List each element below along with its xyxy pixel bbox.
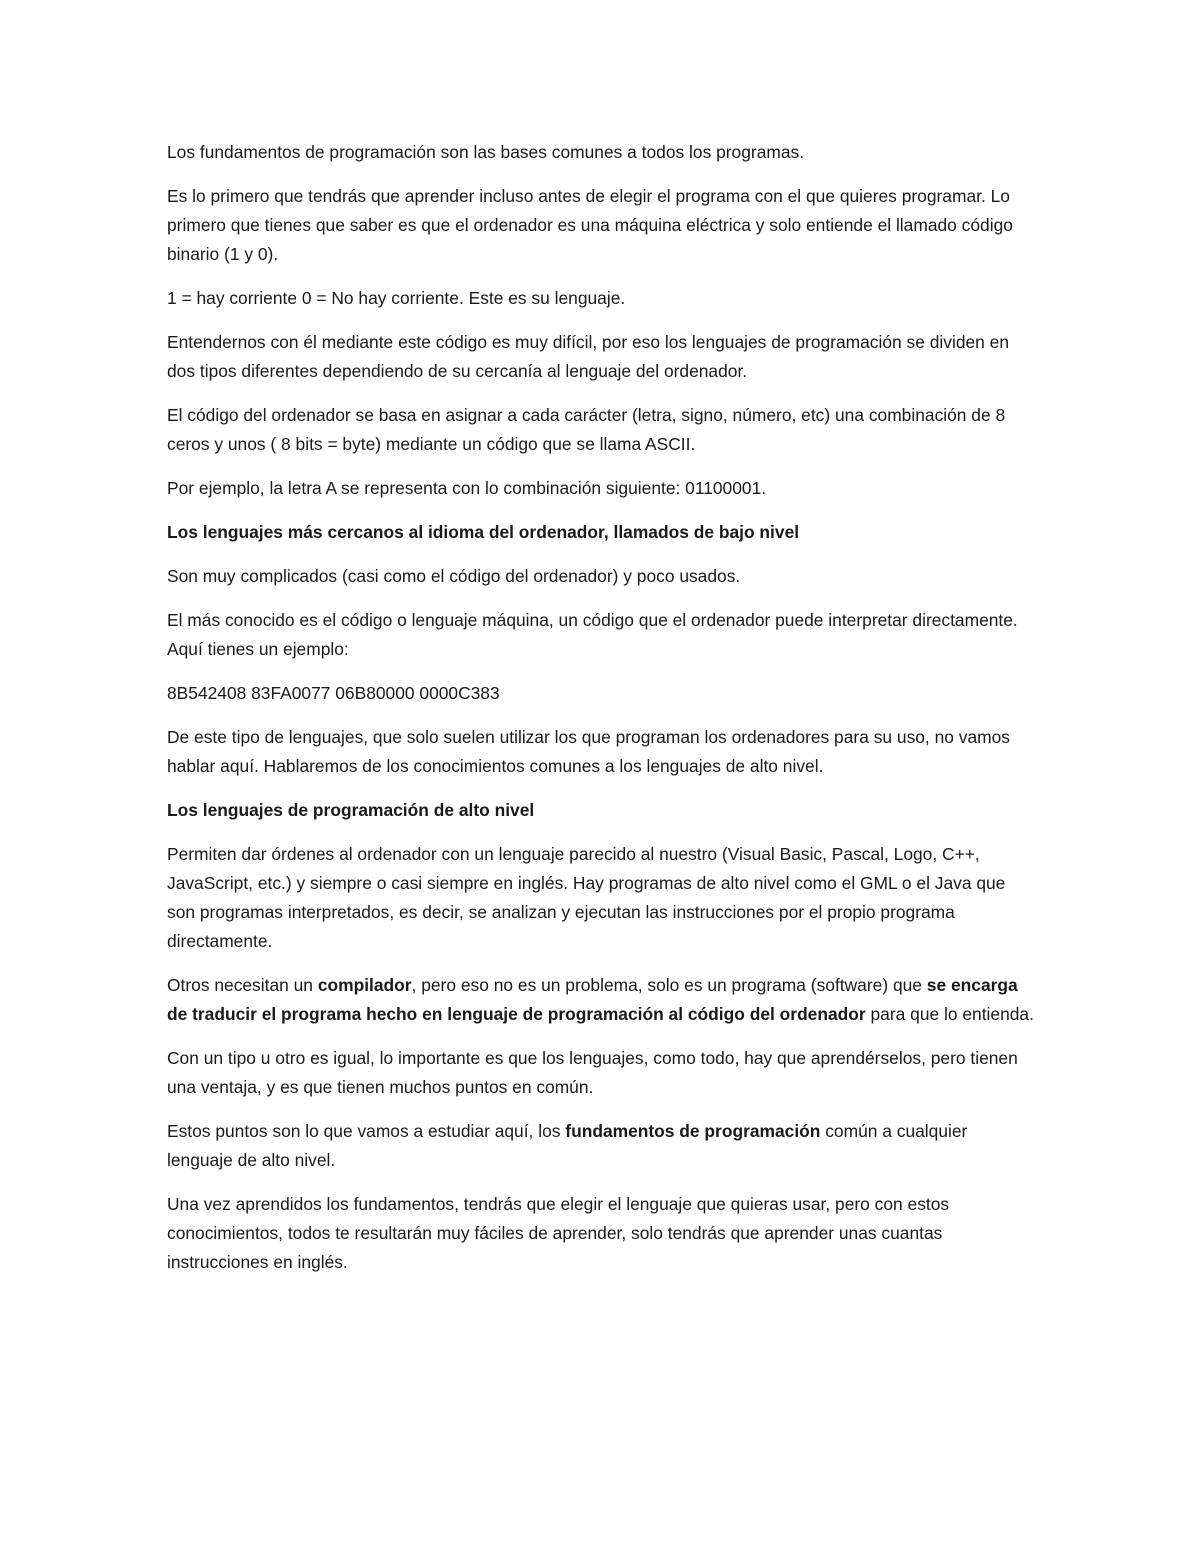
paragraph-machine-code: El más conocido es el código o lenguaje máquina, un código que el ordenador puede interpretar directamente. Aquí tienes un ejemplo: [167, 610, 1018, 659]
heading-high-level: Los lenguajes de programación de alto nivel [167, 800, 535, 820]
paragraph-complicated: Son muy complicados (casi como el código del ordenador) y poco usados. [167, 566, 741, 586]
fundamentals-bold-term: fundamentos de programación [565, 1121, 821, 1141]
paragraph-conclusion: Una vez aprendidos los fundamentos, tendrás que elegir el lenguaje que quieras usar, pero con estos conocimientos, todos te resultarán muy fáciles de aprender, solo tendrás que aprender unas cuantas instrucciones en inglés. [167, 1194, 950, 1272]
paragraph-binary: Es lo primero que tendrás que aprender incluso antes de elegir el programa con el que quieres programar. Lo primero que tienes que saber es que el ordenador es una máquina eléctrica y solo entiende el llamado código binario (1 y 0). [167, 186, 1013, 264]
fundamentals-text-a: Estos puntos son lo que vamos a estudiar aquí, los [167, 1121, 566, 1141]
compiler-text-c: , pero eso no es un problema, solo es un programa (software) que [411, 975, 927, 995]
compiler-bold-description: se encarga de traducir el programa hecho en lenguaje de programación al código del ordenador [167, 975, 1018, 1024]
compiler-text-e: para que lo entienda. [865, 1004, 1034, 1024]
document-body [167, 138, 1037, 1292]
paragraph-intro: Los fundamentos de programación son las bases comunes a todos los programas. [167, 142, 805, 162]
paragraph-common-points: Con un tipo u otro es igual, lo importante es que los lenguajes, como todo, hay que aprendérselos, pero tienen una ventaja, y es que tienen muchos puntos en común. [167, 1048, 1018, 1097]
paragraph-compiler [167, 971, 1037, 1029]
paragraph-ascii: El código del ordenador se basa en asignar a cada carácter (letra, signo, número, etc) una combinación de 8 ceros y unos ( 8 bits = byte) mediante un código que se llama ASCII. [167, 405, 1006, 454]
paragraph-language-types: Entendernos con él mediante este código es muy difícil, por eso los lenguajes de programación se dividen en dos tipos diferentes dependiendo de su cercanía al lenguaje del ordenador. [167, 332, 1010, 381]
compiler-bold-term: compilador [317, 975, 412, 995]
heading-low-level: Los lenguajes más cercanos al idioma del ordenador, llamados de bajo nivel [167, 522, 800, 542]
paragraph-current: 1 = hay corriente 0 = No hay corriente. Este es su lenguaje. [167, 288, 626, 308]
paragraph-low-level-usage: De este tipo de lenguajes, que solo suelen utilizar los que programan los ordenadores para su uso, no vamos hablar aquí. Hablaremos de los conocimientos comunes a los lenguajes de alto nivel. [167, 727, 1010, 776]
compiler-text-a: Otros necesitan un [167, 975, 318, 995]
paragraph-hex-example: 8B542408 83FA0077 06B80000 0000C383 [167, 683, 500, 703]
paragraph-example: Por ejemplo, la letra A se representa con lo combinación siguiente: 01100001. [167, 478, 767, 498]
paragraph-high-level: Permiten dar órdenes al ordenador con un lenguaje parecido al nuestro (Visual Basic, Pascal, Logo, C++, JavaScript, etc.) y siempre o casi siempre en inglés. Hay programas de alto nivel como el GML o el Java que son programas interpretados, es decir, se analizan y ejecutan las instrucciones por el propio programa directamente. [167, 844, 1006, 951]
paragraph-fundamentals [167, 1117, 1037, 1175]
fundamentals-text-c: común a cualquier lenguaje de alto nivel. [167, 1121, 968, 1170]
